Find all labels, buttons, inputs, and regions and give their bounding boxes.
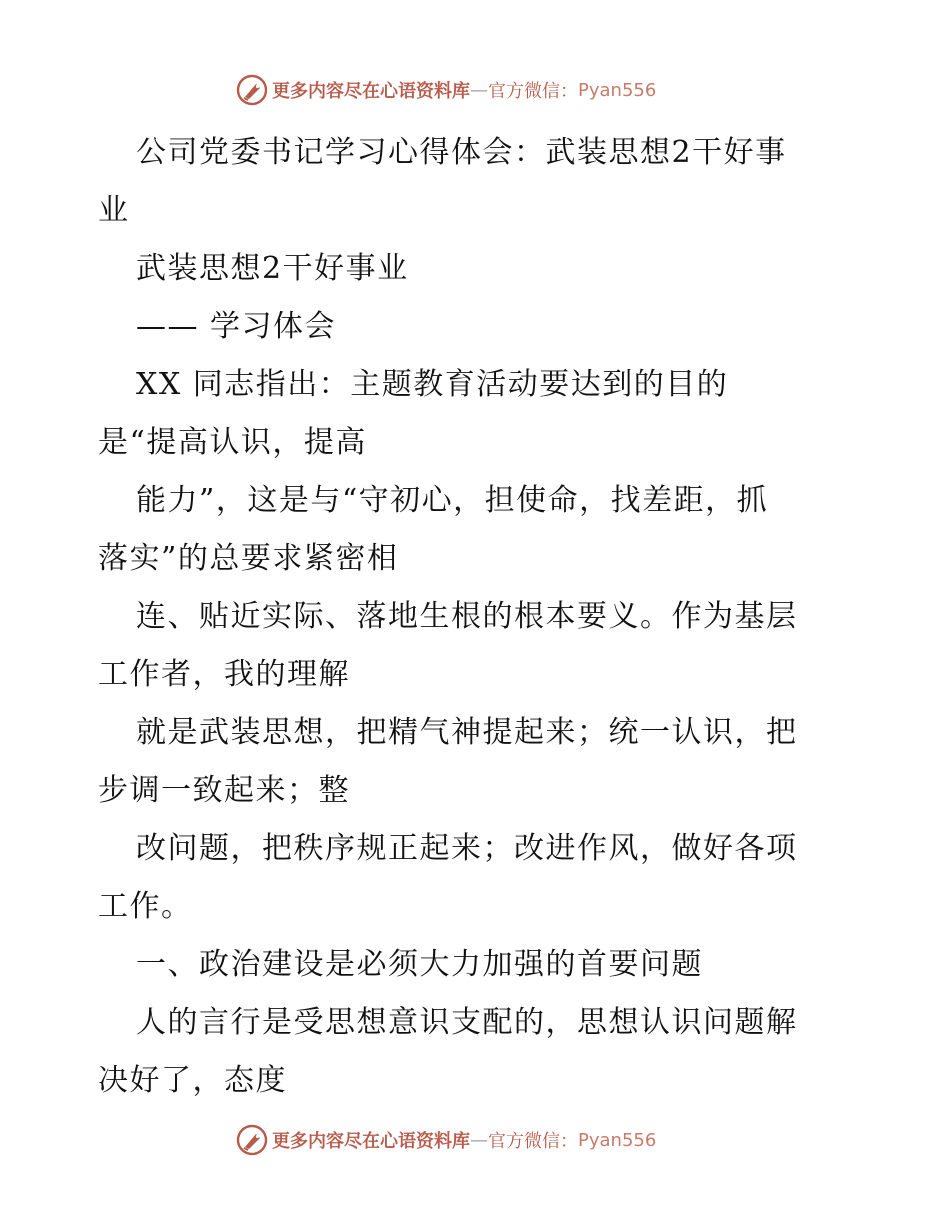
- header-watermark-banner: [236, 72, 656, 108]
- banner-separator: —: [470, 79, 488, 101]
- section-heading: 一、政治建设是必须大力加强的首要问题: [136, 947, 703, 982]
- pen-nib-logo-icon: [236, 74, 268, 106]
- pen-nib-logo-icon: [236, 1124, 268, 1156]
- paragraph-line: 能力”，这是与“守初心，担使命，找差距，抓: [136, 483, 769, 518]
- doc-subtitle: 武装思想2干好事业: [136, 251, 409, 286]
- paragraph-line: 是“提高认识，提高: [98, 425, 367, 460]
- doc-title-line-continued: 业: [98, 193, 130, 228]
- paragraph-line: 落实”的总要求紧密相: [98, 541, 399, 576]
- paragraph-line: 决好了，态度: [98, 1063, 287, 1098]
- footer-watermark-banner: [236, 1122, 656, 1158]
- paragraph-line: 工作。: [98, 889, 193, 924]
- banner-main-text: 更多内容尽在心语资料库: [272, 81, 470, 102]
- paragraph-line: 步调一致起来；整: [98, 773, 350, 808]
- doc-title-line: 公司党委书记学习心得体会：武装思想2干好事: [136, 135, 787, 170]
- banner-main-text: 更多内容尽在心语资料库: [272, 1131, 470, 1152]
- doc-subtitle-note: —— 学习体会: [136, 309, 337, 344]
- banner-official-label: 官方微信：: [488, 81, 578, 102]
- paragraph-line: 工作者，我的理解: [98, 657, 350, 692]
- paragraph-line: 连、贴近实际、落地生根的根本要义。作为基层: [136, 599, 798, 634]
- document-body: [98, 124, 854, 1110]
- paragraph-line: 改问题，把秩序规正起来；改进作风，做好各项: [136, 831, 798, 866]
- banner-separator: —: [470, 1129, 488, 1151]
- banner-wechat-id: Pyan556: [578, 79, 657, 101]
- paragraph-line: 就是武装思想，把精气神提起来；统一认识，把: [136, 715, 798, 750]
- banner-wechat-id: Pyan556: [578, 1129, 657, 1151]
- paragraph-line: 人的言行是受思想意识支配的，思想认识问题解: [136, 1005, 798, 1040]
- paragraph-line: XX 同志指出：主题教育活动要达到的目的: [136, 367, 729, 402]
- banner-official-label: 官方微信：: [488, 1131, 578, 1152]
